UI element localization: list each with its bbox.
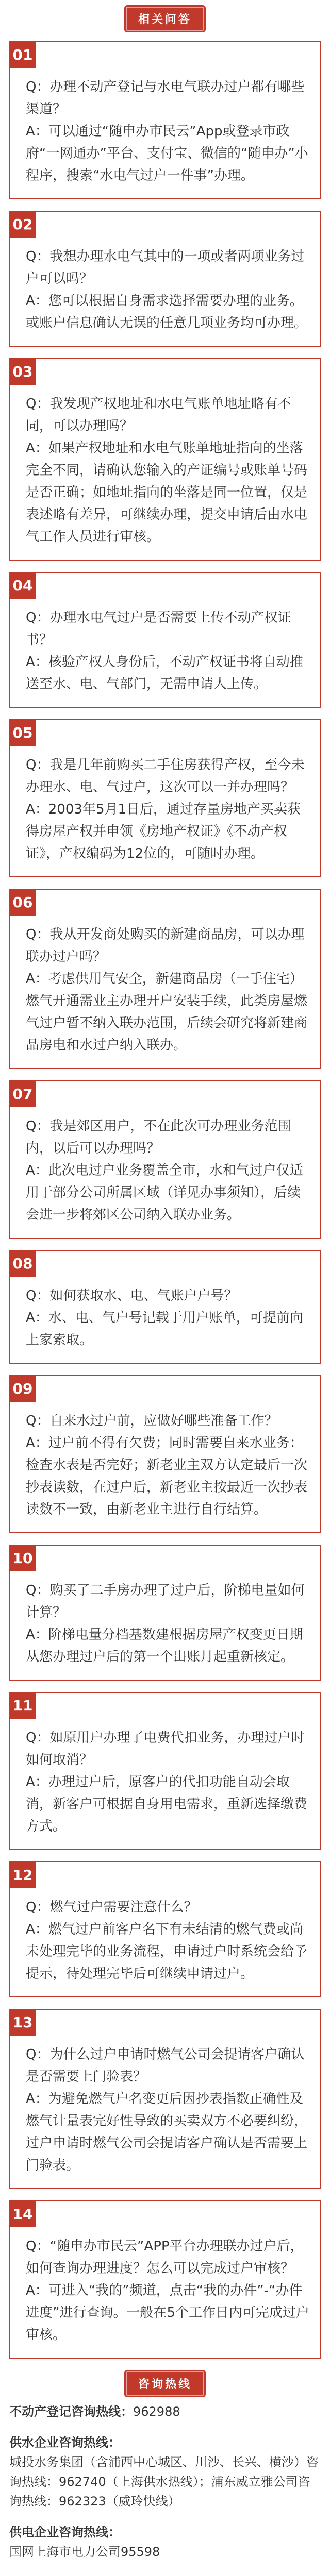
qa-card [9, 2200, 321, 2359]
hotline-item [9, 2402, 321, 2421]
section-title: 相关问答 [126, 7, 204, 31]
qa-card [9, 1080, 321, 1239]
qa-question: Q：如原用户办理了电费代扣业务，办理过户时如何取消？ [26, 1730, 305, 1768]
qa-card [9, 572, 321, 708]
qa-question: Q：自来水过户前，应做好哪些准备工作？ [26, 1413, 278, 1429]
qa-text [26, 924, 309, 1057]
qa-card [9, 1861, 321, 1997]
qa-number-badge: 05 [9, 719, 36, 746]
hotline-label: 供电企业咨询热线： [9, 2525, 121, 2539]
qa-text [26, 1727, 309, 1838]
qa-number-badge: 11 [9, 1692, 36, 1719]
qa-answer: A：核验产权人身份后，不动产权证书将自动推送至水、电、气部门，无需申请人上传。 [26, 654, 303, 692]
qa-answer: A：可以通过“随申办市民云”App或登录市政府“一网通办”平台、支付宝、微信的“随申办”小程序，搜索“水电气过户一件事”办理。 [26, 124, 308, 183]
qa-answer: A：水、电、气户号记载于用户账单，可提前向上家索取。 [26, 1310, 303, 1348]
qa-answer: A：阶梯电量分档基数建根据房屋产权变更日期从您办理过户后的第一个出账月起重新核定。 [26, 1627, 303, 1665]
page [0, 7, 330, 2559]
qa-question: Q：为什么过户申请时燃气公司会提请客户确认是否需要上门验表？ [26, 2047, 305, 2084]
qa-card [9, 358, 321, 561]
qa-answer: A：2003年5月1日后，通过存量房地产买卖获得房屋产权并申领《房地产权证》《不动产权证》，产权编码为12位的，可随时办理。 [26, 802, 301, 861]
qa-answer: A：办理过户后，原客户的代扣功能自动会取消，新客户可根据自身用电需求，重新选择缴费方式。 [26, 1774, 308, 1834]
section-header [0, 7, 330, 30]
qa-question: Q：我是郊区用户，不在此次可办理业务范围内，以后可以办理吗？ [26, 1118, 291, 1156]
qa-answer: A：您可以根据自身需求选择需要办理的业务。或账户信息确认无误的任意几项业务均可办理。 [26, 293, 308, 331]
hotline-title: 咨询热线 [126, 2371, 204, 2396]
qa-number-badge: 03 [9, 358, 36, 385]
qa-card [9, 1375, 321, 1533]
qa-question: Q：“随申办市民云”APP平台办理联办过户后，如何查询办理进度？怎么可以完成过户审核？ [26, 2239, 304, 2276]
qa-card [9, 719, 321, 877]
hotline-value: 962988 [133, 2404, 180, 2419]
qa-question: Q：我是几年前购买二手住房获得产权，至今未办理水、电、气过户，这次可以一并办理吗？ [26, 757, 305, 795]
qa-number-badge: 06 [9, 889, 36, 916]
qa-card [9, 41, 321, 199]
hotline-header [0, 2372, 330, 2395]
qa-answer: A：可进入“我的”频道，点击“我的办件”-“办件进度”进行查询。一般在5个工作日内可完成过户审核。 [26, 2283, 310, 2343]
qa-text [26, 1115, 309, 1226]
qa-question: Q：购买了二手房办理了过户后，阶梯电量如何计算？ [26, 1583, 305, 1620]
qa-question: Q：我想办理水电气其中的一项或者两项业务过户可以吗？ [26, 249, 305, 286]
qa-number-badge: 13 [9, 2009, 36, 2036]
hotline-value: 城投水务集团（含浦西中心城区、川沙、长兴、横沙）咨询热线：962740（上海供水热线）；浦东威立雅公司咨询热线：962323（威玲快线） [9, 2455, 319, 2509]
qa-number-badge: 12 [9, 1861, 36, 1888]
qa-question: Q：办理不动产登记与水电气联办过户都有哪些渠道？ [26, 79, 305, 117]
qa-number-badge: 14 [9, 2200, 36, 2227]
qa-answer: A：此次电过户业务覆盖全市，水和气过户仅适用于部分公司所属区域（详见办事须知），后续会进一步将郊区公司纳入联办业务。 [26, 1163, 303, 1223]
qa-card [9, 889, 321, 1069]
qa-card [9, 2009, 321, 2189]
qa-number-badge: 02 [9, 211, 36, 238]
qa-answer: A：燃气过户前客户名下有未结清的燃气费或尚未处理完毕的业务流程，申请过户时系统会给予提示，待处理完毕后可继续申请过户。 [26, 1922, 308, 1981]
hotline-label [9, 2573, 321, 2576]
qa-text [26, 1410, 309, 1521]
qa-question: Q：如何获取水、电、气账户户号？ [26, 1288, 238, 1303]
hotline-value: 国网上海市电力公司95598 [9, 2545, 160, 2559]
qa-text [26, 754, 309, 865]
qa-text [26, 393, 309, 548]
qa-answer: A：过户前不得有欠费；同时需要自来水业务：检查水表是否完好；新老业主双方认定最后一次抄表读数，在过户后，新老业主按最近一次抄表读数不一致，由新老业主进行自行结算。 [26, 1435, 308, 1517]
qa-text [26, 1285, 309, 1351]
qa-text [26, 246, 309, 334]
hotline-list [9, 2402, 321, 2576]
qa-text [26, 607, 309, 696]
qa-card [9, 1692, 321, 1850]
qa-card [9, 1545, 321, 1681]
hotline-item [9, 2433, 321, 2511]
qa-text [26, 2044, 309, 2177]
qa-text [26, 76, 309, 187]
qa-text [26, 1896, 309, 1985]
qa-card [9, 1250, 321, 1364]
qa-card [9, 211, 321, 347]
qa-answer: A：考虑供用气安全，新建商品房（一手住宅）燃气开通需业主办理开户安装手续，此类房屋燃气过户暂不纳入联办范围，后续会研究将新建商品房电和水过户纳入联办。 [26, 971, 308, 1053]
hotline-item [9, 2573, 321, 2576]
qa-question: Q：我从开发商处购买的新建商品房，可以办理联办过户吗？ [26, 927, 305, 964]
qa-number-badge: 09 [9, 1375, 36, 1402]
qa-number-badge: 01 [9, 41, 36, 68]
qa-answer: A：如果产权地址和水电气账单地址指向的坐落完全不同，请确认您输入的产证编号或账单号码是否正确；如地址指向的坐落是同一位置，仅是表述略有差异，可继续办理，提交申请后由水电气工作人员进行审核。 [26, 440, 308, 545]
hotline-label: 不动产登记咨询热线： [9, 2404, 133, 2419]
qa-number-badge: 08 [9, 1250, 36, 1277]
hotline-label: 供水企业咨询热线： [9, 2435, 121, 2450]
qa-text [26, 2235, 309, 2346]
qa-number-badge: 07 [9, 1080, 36, 1107]
qa-question: Q：办理水电气过户是否需要上传不动产权证书？ [26, 610, 291, 648]
qa-text [26, 1580, 309, 1668]
qa-question: Q：我发现产权地址和水电气账单地址略有不同，可以办理吗？ [26, 396, 291, 434]
qa-answer: A：为避免燃气户名变更后因抄表指数正确性及燃气计量表完好性导致的买卖双方不必要纠纷，过户申请时燃气公司会提请客户确认是否需要上门验表。 [26, 2091, 308, 2173]
hotline-item [9, 2522, 321, 2562]
qa-number-badge: 04 [9, 572, 36, 599]
qa-number-badge: 10 [9, 1545, 36, 1571]
qa-question: Q：燃气过户需要注意什么？ [26, 1900, 197, 1915]
qa-list [0, 41, 330, 2359]
